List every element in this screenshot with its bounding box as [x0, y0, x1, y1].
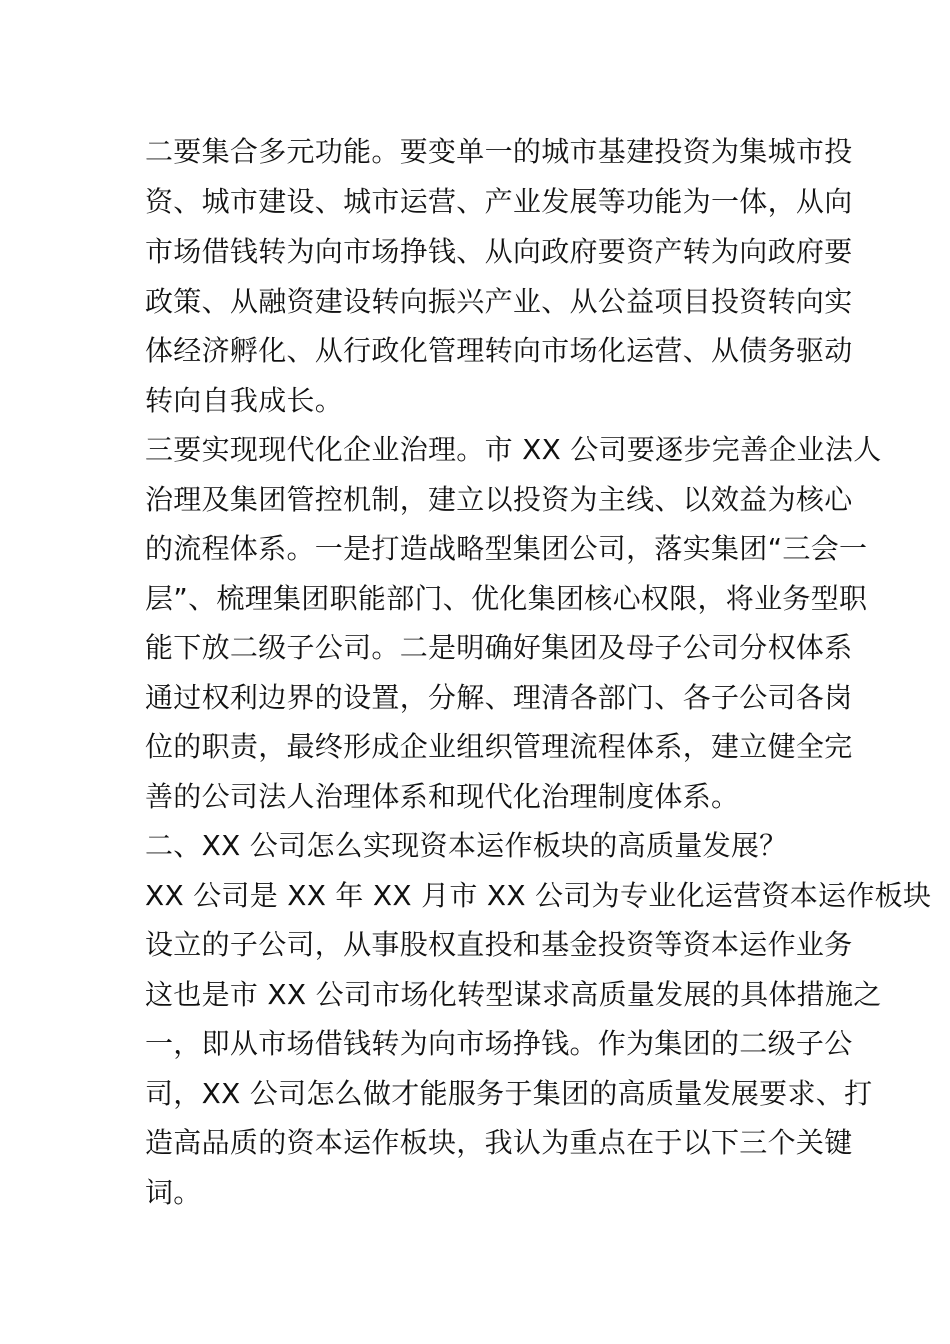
section-heading: 二、XX 公司怎么实现资本运作板块的高质量发展？ [145, 829, 788, 862]
text-line: 善的公司法人治理体系和现代化治理制度体系。 [145, 780, 740, 813]
text-line: 一，即从市场借钱转为向市场挣钱。作为集团的二级子公 [145, 1027, 853, 1060]
text-line: 造高品质的资本运作板块，我认为重点在于以下三个关键 [145, 1126, 853, 1159]
text-line: 治理及集团管控机制，建立以投资为主线、以效益为核心 [145, 483, 853, 516]
text-line: XX 公司是 XX 年 XX 月市 XX 公司为专业化运营资本运作板块 [145, 879, 932, 912]
text-line: 体经济孵化、从行政化管理转向市场化运营、从债务驱动 [145, 334, 853, 367]
text-line: 能下放二级子公司。二是明确好集团及母子公司分权体系 [145, 631, 853, 664]
text-line: 这也是市 XX 公司市场化转型谋求高质量发展的具体措施之 [145, 978, 882, 1011]
text-line: 二要集合多元功能。要变单一的城市基建投资为集城市投 [145, 135, 853, 168]
text-line: 三要实现现代化企业治理。市 XX 公司要逐步完善企业法人 [145, 433, 882, 466]
text-line: 市场借钱转为向市场挣钱、从向政府要资产转为向政府要 [145, 235, 853, 268]
text-line: 转向自我成长。 [145, 384, 344, 417]
text-line: 词。 [145, 1176, 202, 1209]
text-line: 资、城市建设、城市运营、产业发展等功能为一体，从向 [145, 185, 853, 218]
text-line: 层”、梳理集团职能部门、优化集团核心权限，将业务型职 [145, 582, 868, 615]
text-line: 通过权利边界的设置，分解、理清各部门、各子公司各岗 [145, 681, 853, 714]
text-line: 司，XX 公司怎么做才能服务于集团的高质量发展要求、打 [145, 1077, 873, 1110]
text-line: 政策、从融资建设转向振兴产业、从公益项目投资转向实 [145, 285, 853, 318]
text-line: 的流程体系。一是打造战略型集团公司，落实集团“三会一 [145, 532, 868, 565]
text-line: 设立的子公司，从事股权直投和基金投资等资本运作业务 [145, 928, 853, 961]
text-line: 位的职责，最终形成企业组织管理流程体系，建立健全完 [145, 730, 853, 763]
